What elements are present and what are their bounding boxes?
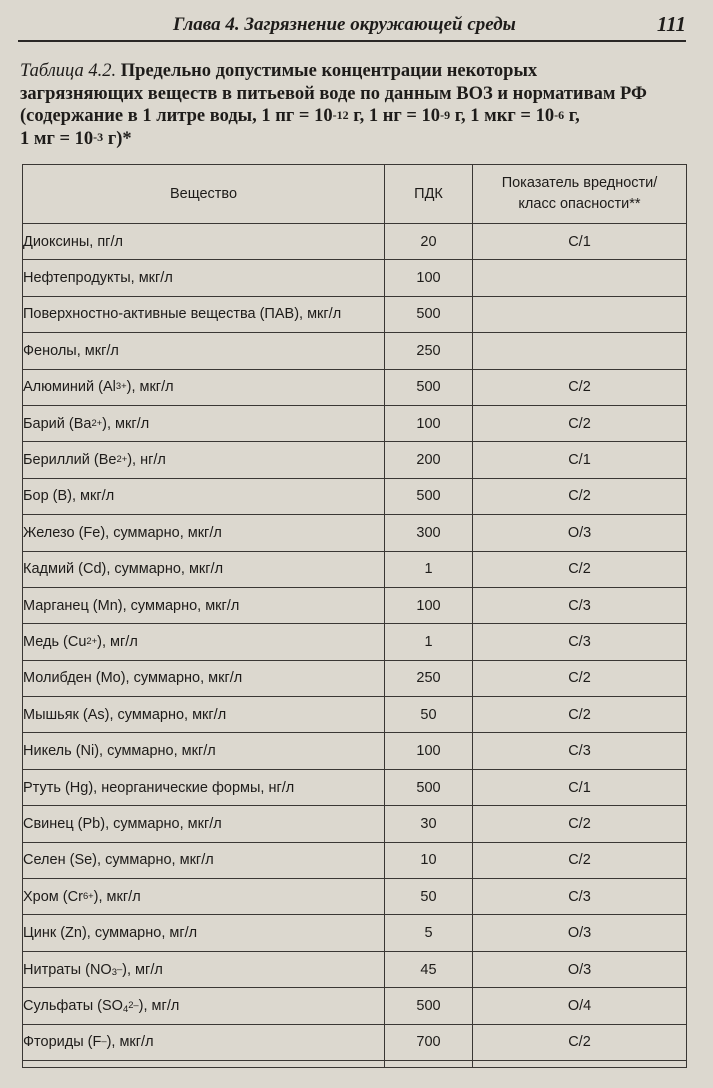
pdk-cell: 500 <box>385 296 473 332</box>
hazard-class-cell: О/4 <box>473 988 687 1024</box>
substance-cell: Фториды (F–), мкг/л <box>23 1024 385 1060</box>
table-row <box>23 915 687 951</box>
table-row <box>23 769 687 805</box>
hazard-class-cell: О/3 <box>473 515 687 551</box>
chapter-title: Глава 4. Загрязнение окружающей среды <box>173 14 516 35</box>
hazard-class-cell: С/2 <box>473 1024 687 1060</box>
pdk-cell: 700 <box>385 1024 473 1060</box>
caption-line-1: Таблица 4.2. Предельно допустимые концентрации некоторых <box>20 61 538 81</box>
table-row <box>23 369 687 405</box>
table-row <box>23 697 687 733</box>
hazard-class-cell: С/3 <box>473 733 687 769</box>
pdk-table <box>22 164 687 1068</box>
substance-cell: Бериллий $(Be^{2+})$, нг/л <box>23 442 385 478</box>
substance-cell: Диоксины, пг/л <box>23 224 385 260</box>
table-row <box>23 660 687 696</box>
pdk-cell: 100 <box>385 260 473 296</box>
pdk-cell: 1 <box>385 551 473 587</box>
header-substance: Вещество <box>23 165 385 224</box>
hazard-class-cell: С/2 <box>473 551 687 587</box>
substance-cell: Сульфаты $(SO_4^{2-})$, мг/л <box>23 988 385 1024</box>
pdk-cell: 50 <box>385 879 473 915</box>
hazard-class-cell: С/2 <box>473 806 687 842</box>
hazard-class-cell: О/3 <box>473 951 687 987</box>
substance-cell: Нитраты $(NO_3^-)$, мг/л <box>23 951 385 987</box>
hazard-class-cell: С/2 <box>473 369 687 405</box>
substance-cell: Никель (Ni), суммарно, мкг/л <box>23 733 385 769</box>
hazard-class-cell <box>473 296 687 332</box>
substance-cell: Мышьяк (As), суммарно, мкг/л <box>23 697 385 733</box>
substance-cell: Селен (Se), суммарно, мкг/л <box>23 842 385 878</box>
table-row <box>23 478 687 514</box>
table-label: Таблица 4.2. <box>20 61 117 81</box>
pdk-cell: 200 <box>385 442 473 478</box>
hazard-class-cell: С/1 <box>473 769 687 805</box>
page-number: 111 <box>656 12 686 36</box>
hazard-class-cell: С/1 <box>473 224 687 260</box>
table-caption <box>20 60 690 150</box>
substance-cell: Хром $(Cr^{6+})$, мкг/л <box>23 879 385 915</box>
table-row <box>23 988 687 1024</box>
pdk-cell: 100 <box>385 733 473 769</box>
hazard-class-cell: С/3 <box>473 587 687 623</box>
hazard-class-cell: С/3 <box>473 624 687 660</box>
pdk-cell: 50 <box>385 697 473 733</box>
substance-cell: Нефтепродукты, мкг/л <box>23 260 385 296</box>
pdk-cell: 100 <box>385 587 473 623</box>
pdk-cell: 300 <box>385 515 473 551</box>
substance-cell: Марганец (Mn), суммарно, мкг/л <box>23 587 385 623</box>
pdk-cell: 500 <box>385 769 473 805</box>
pdk-cell: 250 <box>385 333 473 369</box>
table-row <box>23 333 687 369</box>
table-row <box>23 405 687 441</box>
substance-cell: Медь $(Cu^{2+})$, мг/л <box>23 624 385 660</box>
pdk-cell: 1 <box>385 624 473 660</box>
pdk-cell: 250 <box>385 660 473 696</box>
substance-cell: Свинец (Pb), суммарно, мкг/л <box>23 806 385 842</box>
substance-cell: Кадмий (Cd), суммарно, мкг/л <box>23 551 385 587</box>
pdk-cell: 500 <box>385 478 473 514</box>
table-row <box>23 551 687 587</box>
table-body <box>23 224 687 1068</box>
table-row <box>23 515 687 551</box>
substance-cell: Железо (Fe), суммарно, мкг/л <box>23 515 385 551</box>
pdk-cell: 20 <box>385 224 473 260</box>
hazard-class-cell: С/2 <box>473 478 687 514</box>
pdk-cell: 30 <box>385 806 473 842</box>
table-row <box>23 296 687 332</box>
table-row <box>23 624 687 660</box>
substance-cell: Алюминий $(Al^{3+})$, мкг/л <box>23 369 385 405</box>
substance-cell: Бор (B), мкг/л <box>23 478 385 514</box>
hazard-class-cell: С/3 <box>473 879 687 915</box>
substance-cell: Ртуть (Hg), неорганические формы, нг/л <box>23 769 385 805</box>
pdk-cell: 5 <box>385 915 473 951</box>
substance-cell: Фенолы, мкг/л <box>23 333 385 369</box>
pdk-cell: 500 <box>385 988 473 1024</box>
pdk-cell: 100 <box>385 405 473 441</box>
table-row <box>23 733 687 769</box>
table-row <box>23 587 687 623</box>
table-row <box>23 879 687 915</box>
hazard-class-cell: С/2 <box>473 660 687 696</box>
running-header <box>18 8 686 42</box>
table-row <box>23 842 687 878</box>
pdk-cell: 500 <box>385 369 473 405</box>
hazard-class-cell <box>473 260 687 296</box>
caption-line-4: 1 мг = $10^{-3}$ г)* <box>20 128 132 149</box>
table-row <box>23 224 687 260</box>
table-row <box>23 442 687 478</box>
hazard-class-cell: О/3 <box>473 915 687 951</box>
hazard-class-cell: С/2 <box>473 842 687 878</box>
substance-cell: Поверхностно-активные вещества (ПАВ), мкг/л <box>23 296 385 332</box>
substance-cell: Цинк (Zn), суммарно, мг/л <box>23 915 385 951</box>
table-row <box>23 260 687 296</box>
hazard-class-cell <box>473 333 687 369</box>
hazard-class-cell: С/1 <box>473 442 687 478</box>
table-row <box>23 951 687 987</box>
header-class: Показатель вредности/ класс опасности** <box>473 165 687 224</box>
table-row <box>23 806 687 842</box>
hazard-class-cell: С/2 <box>473 697 687 733</box>
hazard-class-cell: С/2 <box>473 405 687 441</box>
table-continuation-row <box>23 1060 687 1067</box>
header-pdk: ПДК <box>385 165 473 224</box>
table-row <box>23 1024 687 1060</box>
substance-cell: Молибден (Mo), суммарно, мкг/л <box>23 660 385 696</box>
substance-cell: Барий $(Ba^{2+})$, мкг/л <box>23 405 385 441</box>
caption-line-3: (содержание в 1 литре воды, 1 пг = $10^{-12}$ г, 1 нг = $10^{-9}$ г, 1 мкг = $10^{-6}$ г, <box>20 106 580 126</box>
caption-line-2: загрязняющих веществ в питьевой воде по данным ВОЗ и нормативам РФ <box>20 83 647 104</box>
pdk-cell: 45 <box>385 951 473 987</box>
table-header-row <box>23 165 687 224</box>
pdk-cell: 10 <box>385 842 473 878</box>
